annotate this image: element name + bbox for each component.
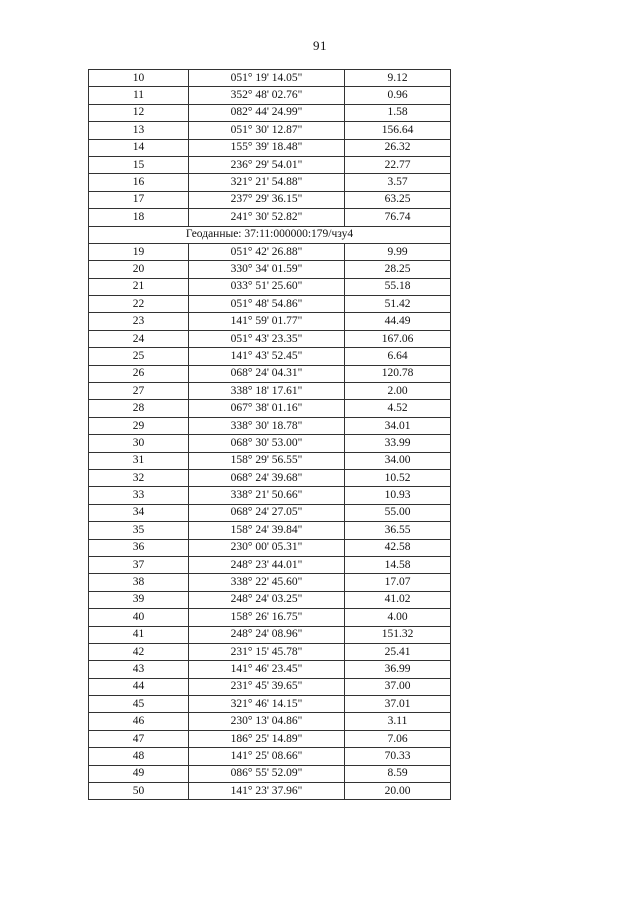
length-cell: 25.41 (345, 643, 451, 660)
table-row (89, 348, 451, 365)
table-body-after (89, 243, 451, 800)
direction-angle-cell: 068° 24' 27.05" (189, 504, 345, 521)
point-number-cell: 37 (89, 556, 189, 573)
direction-angle-cell: 051° 19' 14.05" (189, 70, 345, 87)
table-row (89, 696, 451, 713)
point-number-cell: 33 (89, 487, 189, 504)
length-cell: 36.99 (345, 661, 451, 678)
point-number-cell: 45 (89, 696, 189, 713)
table-row (89, 556, 451, 573)
table-row (89, 678, 451, 695)
length-cell: 55.00 (345, 504, 451, 521)
length-cell: 41.02 (345, 591, 451, 608)
point-number-cell: 28 (89, 400, 189, 417)
table-row (89, 70, 451, 87)
table-row (89, 626, 451, 643)
length-cell: 4.00 (345, 609, 451, 626)
table-row (89, 765, 451, 782)
length-cell: 42.58 (345, 539, 451, 556)
table-section (89, 226, 451, 243)
point-number-cell: 22 (89, 296, 189, 313)
point-number-cell: 19 (89, 243, 189, 260)
length-cell: 34.01 (345, 417, 451, 434)
point-number-cell: 11 (89, 87, 189, 104)
section-header-cell: Геоданные: 37:11:000000:179/чзу4 (89, 226, 451, 243)
point-number-cell: 13 (89, 122, 189, 139)
length-cell: 37.01 (345, 696, 451, 713)
length-cell: 120.78 (345, 365, 451, 382)
length-cell: 6.64 (345, 348, 451, 365)
point-number-cell: 27 (89, 383, 189, 400)
length-cell: 28.25 (345, 261, 451, 278)
direction-angle-cell: 330° 34' 01.59" (189, 261, 345, 278)
direction-angle-cell: 158° 24' 39.84" (189, 522, 345, 539)
length-cell: 151.32 (345, 626, 451, 643)
direction-angle-cell: 321° 46' 14.15" (189, 696, 345, 713)
length-cell: 26.32 (345, 139, 451, 156)
length-cell: 76.74 (345, 209, 451, 226)
direction-angle-cell: 236° 29' 54.01" (189, 156, 345, 173)
point-number-cell: 40 (89, 609, 189, 626)
table-row (89, 730, 451, 747)
point-number-cell: 38 (89, 574, 189, 591)
point-number-cell: 47 (89, 730, 189, 747)
point-number-cell: 25 (89, 348, 189, 365)
length-cell: 22.77 (345, 156, 451, 173)
table-row (89, 591, 451, 608)
length-cell: 10.52 (345, 469, 451, 486)
direction-angle-cell: 068° 24' 04.31" (189, 365, 345, 382)
point-number-cell: 43 (89, 661, 189, 678)
point-number-cell: 36 (89, 539, 189, 556)
table-row (89, 469, 451, 486)
point-number-cell: 48 (89, 748, 189, 765)
table-row (89, 417, 451, 434)
length-cell: 51.42 (345, 296, 451, 313)
table-row (89, 87, 451, 104)
table-row (89, 435, 451, 452)
table-row (89, 122, 451, 139)
point-number-cell: 10 (89, 70, 189, 87)
length-cell: 63.25 (345, 191, 451, 208)
length-cell: 0.96 (345, 87, 451, 104)
direction-angle-cell: 338° 30' 18.78" (189, 417, 345, 434)
length-cell: 34.00 (345, 452, 451, 469)
direction-angle-cell: 086° 55' 52.09" (189, 765, 345, 782)
length-cell: 36.55 (345, 522, 451, 539)
direction-angle-cell: 051° 43' 23.35" (189, 330, 345, 347)
point-number-cell: 29 (89, 417, 189, 434)
table-row (89, 139, 451, 156)
point-number-cell: 49 (89, 765, 189, 782)
table-row (89, 748, 451, 765)
point-number-cell: 16 (89, 174, 189, 191)
page-number: 91 (313, 38, 327, 53)
direction-angle-cell: 033° 51' 25.60" (189, 278, 345, 295)
length-cell: 1.58 (345, 104, 451, 121)
length-cell: 9.12 (345, 70, 451, 87)
length-cell: 55.18 (345, 278, 451, 295)
direction-angle-cell: 082° 44' 24.99" (189, 104, 345, 121)
table-row (89, 278, 451, 295)
length-cell: 2.00 (345, 383, 451, 400)
table-row (89, 609, 451, 626)
direction-angle-cell: 352° 48' 02.76" (189, 87, 345, 104)
length-cell: 3.11 (345, 713, 451, 730)
direction-angle-cell: 051° 30' 12.87" (189, 122, 345, 139)
point-number-cell: 42 (89, 643, 189, 660)
point-number-cell: 14 (89, 139, 189, 156)
direction-angle-cell: 158° 29' 56.55" (189, 452, 345, 469)
geodata-table-container (88, 69, 450, 800)
point-number-cell: 35 (89, 522, 189, 539)
point-number-cell: 39 (89, 591, 189, 608)
table-row (89, 400, 451, 417)
table-row (89, 261, 451, 278)
direction-angle-cell: 141° 23' 37.96" (189, 783, 345, 800)
point-number-cell: 41 (89, 626, 189, 643)
direction-angle-cell: 231° 45' 39.65" (189, 678, 345, 695)
direction-angle-cell: 186° 25' 14.89" (189, 730, 345, 747)
direction-angle-cell: 141° 46' 23.45" (189, 661, 345, 678)
direction-angle-cell: 051° 42' 26.88" (189, 243, 345, 260)
table-row (89, 243, 451, 260)
length-cell: 14.58 (345, 556, 451, 573)
direction-angle-cell: 141° 59' 01.77" (189, 313, 345, 330)
length-cell: 70.33 (345, 748, 451, 765)
table-row (89, 330, 451, 347)
point-number-cell: 26 (89, 365, 189, 382)
table-row (89, 504, 451, 521)
point-number-cell: 12 (89, 104, 189, 121)
direction-angle-cell: 338° 22' 45.60" (189, 574, 345, 591)
point-number-cell: 30 (89, 435, 189, 452)
table-row (89, 522, 451, 539)
length-cell: 7.06 (345, 730, 451, 747)
direction-angle-cell: 051° 48' 54.86" (189, 296, 345, 313)
point-number-cell: 32 (89, 469, 189, 486)
point-number-cell: 17 (89, 191, 189, 208)
point-number-cell: 34 (89, 504, 189, 521)
point-number-cell: 31 (89, 452, 189, 469)
direction-angle-cell: 321° 21' 54.88" (189, 174, 345, 191)
table-row (89, 574, 451, 591)
length-cell: 20.00 (345, 783, 451, 800)
direction-angle-cell: 248° 24' 03.25" (189, 591, 345, 608)
direction-angle-cell: 158° 26' 16.75" (189, 609, 345, 626)
direction-angle-cell: 067° 38' 01.16" (189, 400, 345, 417)
length-cell: 17.07 (345, 574, 451, 591)
direction-angle-cell: 241° 30' 52.82" (189, 209, 345, 226)
section-header-row (89, 226, 451, 243)
table-row (89, 313, 451, 330)
direction-angle-cell: 141° 43' 52.45" (189, 348, 345, 365)
point-number-cell: 23 (89, 313, 189, 330)
table-row (89, 713, 451, 730)
table-row (89, 487, 451, 504)
geodata-table (88, 69, 451, 800)
direction-angle-cell: 230° 00' 05.31" (189, 539, 345, 556)
point-number-cell: 20 (89, 261, 189, 278)
table-row (89, 452, 451, 469)
direction-angle-cell: 231° 15' 45.78" (189, 643, 345, 660)
length-cell: 33.99 (345, 435, 451, 452)
table-row (89, 539, 451, 556)
table-row (89, 156, 451, 173)
table-row (89, 783, 451, 800)
table-row (89, 104, 451, 121)
length-cell: 156.64 (345, 122, 451, 139)
length-cell: 3.57 (345, 174, 451, 191)
point-number-cell: 21 (89, 278, 189, 295)
table-body-before (89, 70, 451, 227)
point-number-cell: 44 (89, 678, 189, 695)
direction-angle-cell: 338° 21' 50.66" (189, 487, 345, 504)
direction-angle-cell: 237° 29' 36.15" (189, 191, 345, 208)
length-cell: 44.49 (345, 313, 451, 330)
direction-angle-cell: 068° 24' 39.68" (189, 469, 345, 486)
point-number-cell: 50 (89, 783, 189, 800)
direction-angle-cell: 338° 18' 17.61" (189, 383, 345, 400)
length-cell: 9.99 (345, 243, 451, 260)
table-row (89, 174, 451, 191)
length-cell: 37.00 (345, 678, 451, 695)
point-number-cell: 46 (89, 713, 189, 730)
direction-angle-cell: 248° 23' 44.01" (189, 556, 345, 573)
table-row (89, 209, 451, 226)
direction-angle-cell: 068° 30' 53.00" (189, 435, 345, 452)
point-number-cell: 15 (89, 156, 189, 173)
table-row (89, 643, 451, 660)
length-cell: 167.06 (345, 330, 451, 347)
length-cell: 4.52 (345, 400, 451, 417)
length-cell: 8.59 (345, 765, 451, 782)
table-row (89, 383, 451, 400)
length-cell: 10.93 (345, 487, 451, 504)
table-row (89, 365, 451, 382)
table-row (89, 296, 451, 313)
point-number-cell: 18 (89, 209, 189, 226)
direction-angle-cell: 155° 39' 18.48" (189, 139, 345, 156)
point-number-cell: 24 (89, 330, 189, 347)
table-row (89, 191, 451, 208)
direction-angle-cell: 248° 24' 08.96" (189, 626, 345, 643)
table-row (89, 661, 451, 678)
direction-angle-cell: 230° 13' 04.86" (189, 713, 345, 730)
direction-angle-cell: 141° 25' 08.66" (189, 748, 345, 765)
